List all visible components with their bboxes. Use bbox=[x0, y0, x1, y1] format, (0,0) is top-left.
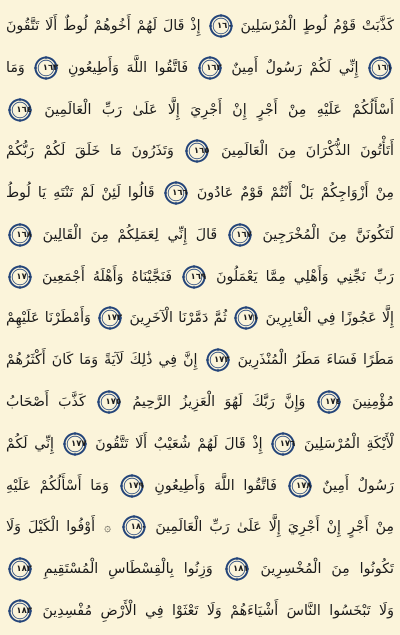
ayah-number: ١٦٨ bbox=[16, 229, 32, 240]
verse-text: وَلَا تَبْخَسُوا النَّاسَ أَشْيَاءَهُمْ وَلَا تَعْثَوْا فِي الْأَرْضِ مُفْسِدِينَ bbox=[42, 602, 394, 619]
verse-lines bbox=[6, 6, 394, 631]
ayah-end-marker-icon bbox=[228, 223, 252, 247]
verse-line bbox=[6, 549, 394, 589]
verse-text: فَاتَّقُوا اللَّهَ وَأَطِيعُونِ bbox=[154, 477, 277, 494]
ayah-number: ١٧٠ bbox=[16, 271, 32, 282]
ayah-number: ١٦٧ bbox=[236, 229, 252, 240]
ayah-end-marker-icon bbox=[34, 56, 58, 80]
ayah-number: ١٧٨ bbox=[296, 480, 312, 491]
verse-text: إِنِّي لَكُمْ bbox=[6, 435, 54, 452]
ayah-end-marker-icon bbox=[182, 265, 206, 289]
ayah-number: ١٧٥ bbox=[105, 397, 122, 408]
ayah-number: ١٦٦ bbox=[172, 188, 188, 199]
ayah-end-marker-icon bbox=[63, 432, 87, 456]
ayah-number: ١٦٩ bbox=[190, 271, 207, 282]
ayah-end-marker-icon bbox=[206, 348, 230, 372]
verse-text: رَسُولٌ أَمِينٌ bbox=[322, 477, 394, 494]
ayah-end-marker-icon bbox=[198, 56, 222, 80]
ayah-number: ١٧٦ bbox=[279, 438, 296, 449]
ayah-end-marker-icon bbox=[368, 56, 392, 80]
verse-text: لْأَيْكَةِ الْمُرْسَلِينَ bbox=[303, 435, 394, 452]
ayah-number: ١٦٣ bbox=[42, 62, 59, 73]
verse-text: مَطَرًا فَسَاءَ مَطَرُ الْمُنْذَرِينَ bbox=[237, 352, 394, 369]
ayah-number: ١٧٤ bbox=[325, 397, 341, 408]
verse-text: قَالُوا لَئِنْ لَمْ تَنْتَهِ يَا لُوطُ bbox=[6, 185, 155, 202]
verse-line bbox=[6, 131, 394, 171]
ayah-end-marker-icon bbox=[8, 265, 32, 289]
ayah-end-marker-icon bbox=[164, 181, 188, 205]
verse-text: أَسْأَلُكُمْ عَلَيْهِ مِنْ أَجْرٍ إِنْ أَجْرِيَ إِلَّا عَلَىٰ رَبِّ الْعَالَمِينَ bbox=[44, 101, 394, 118]
verse-text: مُؤْمِنِينَ bbox=[352, 394, 394, 411]
ayah-number: ١٨٠ bbox=[130, 522, 147, 533]
verse-text: ثُمَّ دَمَّرْنَا الْآخَرِينَ bbox=[129, 310, 227, 327]
ayah-end-marker-icon bbox=[8, 223, 32, 247]
verse-text: لَتَكُونَنَّ مِنَ الْمُخْرَجِينَ bbox=[262, 226, 394, 243]
verse-text: قَالَ إِنِّي لِعَمَلِكُمْ مِنَ الْقَالِينَ bbox=[42, 226, 218, 243]
ayah-end-marker-icon bbox=[234, 306, 258, 330]
verse-text: وَتَذَرُونَ مَا خَلَقَ لَكُمْ رَبُّكُمْ bbox=[6, 143, 174, 160]
ayah-end-marker-icon bbox=[8, 557, 32, 581]
ayah-number: ١٨١ bbox=[233, 564, 249, 575]
verse-text: وَمَا أَسْأَلُكُمْ عَلَيْهِ bbox=[6, 477, 109, 494]
verse-text: تَكُونُوا مِنَ الْمُخْسِرِينَ bbox=[260, 561, 394, 578]
verse-line bbox=[6, 173, 394, 213]
ayah-number: ١٦٤ bbox=[16, 104, 32, 115]
verse-text: كَذَّبَتْ قَوْمُ لُوطٍ الْمُرْسَلِينَ bbox=[240, 18, 394, 34]
rub-el-hizb-icon: ۞ bbox=[104, 520, 112, 535]
ayah-number: ١٨٣ bbox=[16, 605, 32, 616]
verse-line bbox=[6, 90, 394, 130]
ayah-end-marker-icon bbox=[120, 474, 144, 498]
verse-text: وَزِنُوا بِالْقِسْطَاسِ الْمُسْتَقِيمِ bbox=[43, 561, 213, 578]
ayah-number: ١٦٥ bbox=[193, 146, 210, 157]
ayah-number: ١٧٢ bbox=[106, 313, 123, 324]
ayah-end-marker-icon bbox=[185, 139, 209, 163]
verse-text: وَإِنَّ رَبَّكَ لَهُوَ الْعَزِيزُ الرَّحِيمُ bbox=[132, 394, 306, 411]
verse-line bbox=[6, 340, 394, 380]
ayah-number: ١٧١ bbox=[242, 313, 259, 324]
verse-text: وَمَا bbox=[6, 59, 25, 76]
verse-text: إِذْ قَالَ لَهُمْ أَخُوهُمْ لُوطٌ أَلَا تَتَّقُونَ bbox=[6, 18, 201, 34]
ayah-end-marker-icon bbox=[209, 14, 233, 38]
verse-text: مِنْ أَجْرٍ إِنْ أَجْرِيَ إِلَّا عَلَىٰ رَبِّ الْعَالَمِينَ bbox=[155, 519, 394, 536]
ayah-number: ١٨٢ bbox=[16, 564, 32, 575]
verse-text: إِذْ قَالَ لَهُمْ شُعَيْبٌ أَلَا تَتَّقُونَ bbox=[95, 435, 263, 452]
verse-text: فَاتَّقُوا اللَّهَ وَأَطِيعُونِ bbox=[67, 59, 189, 76]
verse-text: إِنِّي لَكُمْ رَسُولٌ أَمِينٌ bbox=[231, 59, 359, 76]
verse-text: كَذَّبَ أَصْحَابُ bbox=[6, 394, 86, 411]
verse-line bbox=[6, 424, 394, 464]
verse-line bbox=[6, 298, 394, 338]
ayah-number: ١٦٢ bbox=[206, 62, 222, 73]
verse-line bbox=[6, 382, 394, 422]
ayah-number: ١٦١ bbox=[376, 62, 393, 73]
ayah-end-marker-icon bbox=[271, 432, 295, 456]
verse-text: إِلَّا عَجُوزًا فِي الْغَابِرِينَ bbox=[265, 310, 394, 327]
ayah-end-marker-icon bbox=[288, 474, 312, 498]
ayah-number: ١٦٠ bbox=[216, 21, 233, 31]
ayah-number: ١٧٩ bbox=[128, 480, 144, 491]
verse-text: أَوْفُوا الْكَيْلَ وَلَا bbox=[6, 519, 96, 536]
ayah-end-marker-icon bbox=[317, 390, 341, 414]
verse-text: رَبِّ نَجِّنِي وَأَهْلِي مِمَّا يَعْمَلُونَ bbox=[216, 268, 394, 285]
ayah-end-marker-icon bbox=[98, 306, 122, 330]
verse-line bbox=[6, 466, 394, 506]
ayah-number: ١٧٧ bbox=[71, 438, 87, 449]
verse-text: إِنَّ فِي ذَٰلِكَ لَآيَةً وَمَا كَانَ أَكْثَرُهُمْ bbox=[6, 352, 198, 369]
verse-text: مِنْ أَزْوَاجِكُمْ بَلْ أَنْتُمْ قَوْمٌ عَادُونَ bbox=[196, 185, 394, 202]
ayah-end-marker-icon bbox=[97, 390, 121, 414]
ayah-number: ١٧٣ bbox=[213, 355, 230, 366]
verse-line bbox=[6, 257, 394, 297]
verse-line bbox=[6, 591, 394, 631]
verse-line bbox=[6, 6, 394, 46]
verse-text: أَتَأْتُونَ الذُّكْرَانَ مِنَ الْعَالَمِينَ bbox=[221, 143, 394, 160]
verse-line bbox=[6, 215, 394, 255]
verse-line bbox=[6, 48, 394, 88]
ayah-end-marker-icon bbox=[122, 515, 146, 539]
ayah-end-marker-icon bbox=[8, 599, 32, 623]
ayah-end-marker-icon bbox=[8, 98, 32, 122]
verse-line bbox=[6, 507, 394, 547]
ayah-end-marker-icon bbox=[225, 557, 249, 581]
verse-text: فَنَجَّيْنَاهُ وَأَهْلَهُ أَجْمَعِينَ bbox=[42, 268, 173, 285]
verse-text: وَأَمْطَرْنَا عَلَيْهِمْ bbox=[6, 310, 91, 327]
